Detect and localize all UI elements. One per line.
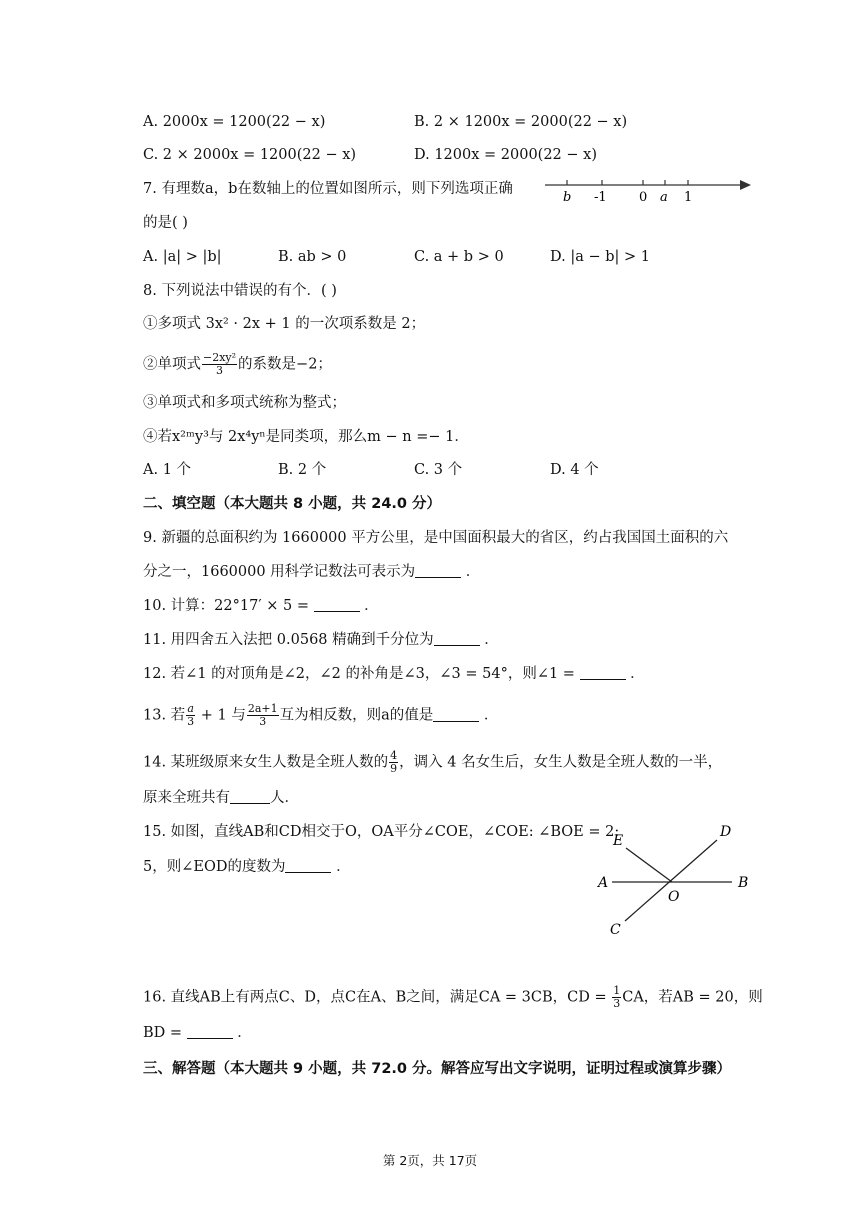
section3-title: 三、解答题（本大题共 9 小题，共 72.0 分。解答应写出文字说明，证明过程或演算步骤） <box>143 1061 732 1077</box>
q15-line1: 15. 如图，直线AB和CD相交于O，OA平分∠COE，∠COE: ∠BOE = 2: <box>143 824 620 840</box>
label-b: B <box>738 875 749 891</box>
q14-line2-prefix: 原来全班共有 <box>143 790 230 806</box>
q12-suffix: ． <box>625 666 645 682</box>
q9-line2 <box>143 562 480 582</box>
q13-fraction1 <box>186 703 195 728</box>
q14-denominator: 9 <box>390 762 398 775</box>
q9-line1: 9. 新疆的总面积约为 1660000 平方公里，是中国面积最大的省区，约占我国国土面积的六 <box>143 530 729 546</box>
q10-prefix: 10. 计算：22°17′ × 5 = <box>143 598 314 614</box>
q9-prefix: 分之一，1660000 用科学记数法可表示为 <box>143 564 416 580</box>
intersecting-lines-figure <box>592 818 762 942</box>
q8-item1: ①多项式 3x² · 2x + 1 的一次项系数是 2； <box>143 316 426 332</box>
q8-item2-fraction <box>202 352 237 377</box>
q12-answer-blank <box>580 665 626 680</box>
q14-line2-suffix: 人． <box>270 790 299 806</box>
q13-end: ． <box>479 707 499 724</box>
label-e: E <box>613 833 624 849</box>
q13-suffix: 互为相反数，则a的值是 <box>279 707 434 724</box>
q12 <box>143 664 645 684</box>
q11-answer-blank <box>434 631 480 646</box>
q8-option-a: A. 1 个 <box>143 462 192 478</box>
q14-suffix: ，调入 4 名女生后，女生人数是全班人数的一半， <box>399 754 723 771</box>
q8-item2-prefix: ②单项式 <box>143 356 201 373</box>
q15-line2 <box>143 857 351 877</box>
q8-item2-denominator: 3 <box>216 364 224 377</box>
q7-option-d: D. |a − b| > 1 <box>550 249 650 265</box>
q12-prefix: 12. 若∠1 的对顶角是∠2，∠2 的补角是∠3，∠3 = 54°，则∠1 = <box>143 666 580 682</box>
q7-option-c: C. a + b > 0 <box>414 249 504 265</box>
label-neg1: -1 <box>594 190 607 205</box>
q16-line1 <box>143 985 763 1010</box>
q16-line2-prefix: BD = <box>143 1025 187 1041</box>
q7-option-a: A. |a| > |b| <box>143 249 222 265</box>
q6-option-a: A. 2000x = 1200(22 − x) <box>143 114 326 130</box>
q13-frac1-numerator: a <box>187 702 194 715</box>
q14-numerator: 4 <box>390 749 398 762</box>
q15-line2-suffix: ． <box>331 859 351 875</box>
q10-answer-blank <box>314 597 360 612</box>
page-footer: 第 2页，共 17页 <box>382 1153 478 1168</box>
q8-option-b: B. 2 个 <box>278 462 327 478</box>
q11-prefix: 11. 用四舍五入法把 0.0568 精确到千分位为 <box>143 632 434 648</box>
q16-line1-prefix: 16. 直线AB上有两点C、D，点C在A、B之间，满足CA = 3CB，CD = <box>143 989 612 1006</box>
q15-answer-blank <box>285 858 331 873</box>
label-a: a <box>660 190 668 205</box>
q13-frac2-numerator: 2a+1 <box>247 702 278 715</box>
ray-oe <box>626 848 672 882</box>
label-a: A <box>598 875 609 891</box>
q11 <box>143 630 499 650</box>
q7-stem-line2: 的是( ) <box>143 215 188 231</box>
q13-frac1-denominator: 3 <box>187 715 195 728</box>
q8-item2-suffix: 的系数是−2； <box>238 356 332 373</box>
q14-prefix: 14. 某班级原来女生人数是全班人数的 <box>143 754 389 771</box>
q16-denominator: 3 <box>613 997 621 1010</box>
q16-answer-blank <box>187 1024 233 1039</box>
label-o: O <box>668 889 680 905</box>
q6-option-b: B. 2 × 1200x = 2000(22 − x) <box>414 114 628 130</box>
q8-item2 <box>143 352 332 377</box>
q13 <box>143 703 498 728</box>
q16-line1-suffix: CA，若AB = 20，则 <box>622 989 763 1006</box>
q13-middle: + 1 与 <box>196 707 246 724</box>
q10 <box>143 596 379 616</box>
q13-answer-blank <box>433 707 479 722</box>
label-c: C <box>610 922 621 938</box>
q6-option-c: C. 2 × 2000x = 1200(22 − x) <box>143 147 357 163</box>
q16-numerator: 1 <box>613 984 621 997</box>
number-line-arrow <box>740 180 751 190</box>
q14-fraction <box>389 750 398 775</box>
q7-option-b: B. ab > 0 <box>278 249 347 265</box>
q13-fraction2 <box>247 703 279 728</box>
q16-fraction <box>612 985 621 1010</box>
q6-option-d: D. 1200x = 2000(22 − x) <box>414 147 597 163</box>
q9-answer-blank <box>415 563 461 578</box>
q8-option-d: D. 4 个 <box>550 462 599 478</box>
q14-answer-blank <box>230 789 270 804</box>
q13-prefix: 13. 若 <box>143 707 186 724</box>
q11-suffix: ． <box>479 632 499 648</box>
q16-line2-suffix: ． <box>232 1025 252 1041</box>
label-1: 1 <box>684 190 693 205</box>
q10-suffix: ． <box>359 598 379 614</box>
label-d: D <box>720 824 732 840</box>
q15-line2-prefix: 5，则∠EOD的度数为 <box>143 859 286 875</box>
q8-item2-numerator: −2xy² <box>203 351 237 364</box>
q16-line2 <box>143 1023 252 1043</box>
number-line-figure <box>540 170 755 210</box>
q8-item3: ③单项式和多项式统称为整式； <box>143 395 346 411</box>
q13-frac2-denominator: 3 <box>259 715 267 728</box>
q8-option-c: C. 3 个 <box>414 462 463 478</box>
q14-line1 <box>143 750 722 775</box>
q7-stem-line1: 7. 有理数a，b在数轴上的位置如图所示，则下列选项正确 <box>143 181 513 197</box>
q8-stem: 8. 下列说法中错误的有个．( ) <box>143 283 337 299</box>
q8-item4: ④若x²ᵐy³与 2x⁴yⁿ是同类项，那么m − n =− 1． <box>143 429 469 445</box>
section2-title: 二、填空题（本大题共 8 小题，共 24.0 分） <box>143 496 442 512</box>
label-0: 0 <box>639 190 648 205</box>
q14-line2 <box>143 788 299 808</box>
label-b: b <box>563 190 572 205</box>
q9-suffix: ． <box>461 564 481 580</box>
